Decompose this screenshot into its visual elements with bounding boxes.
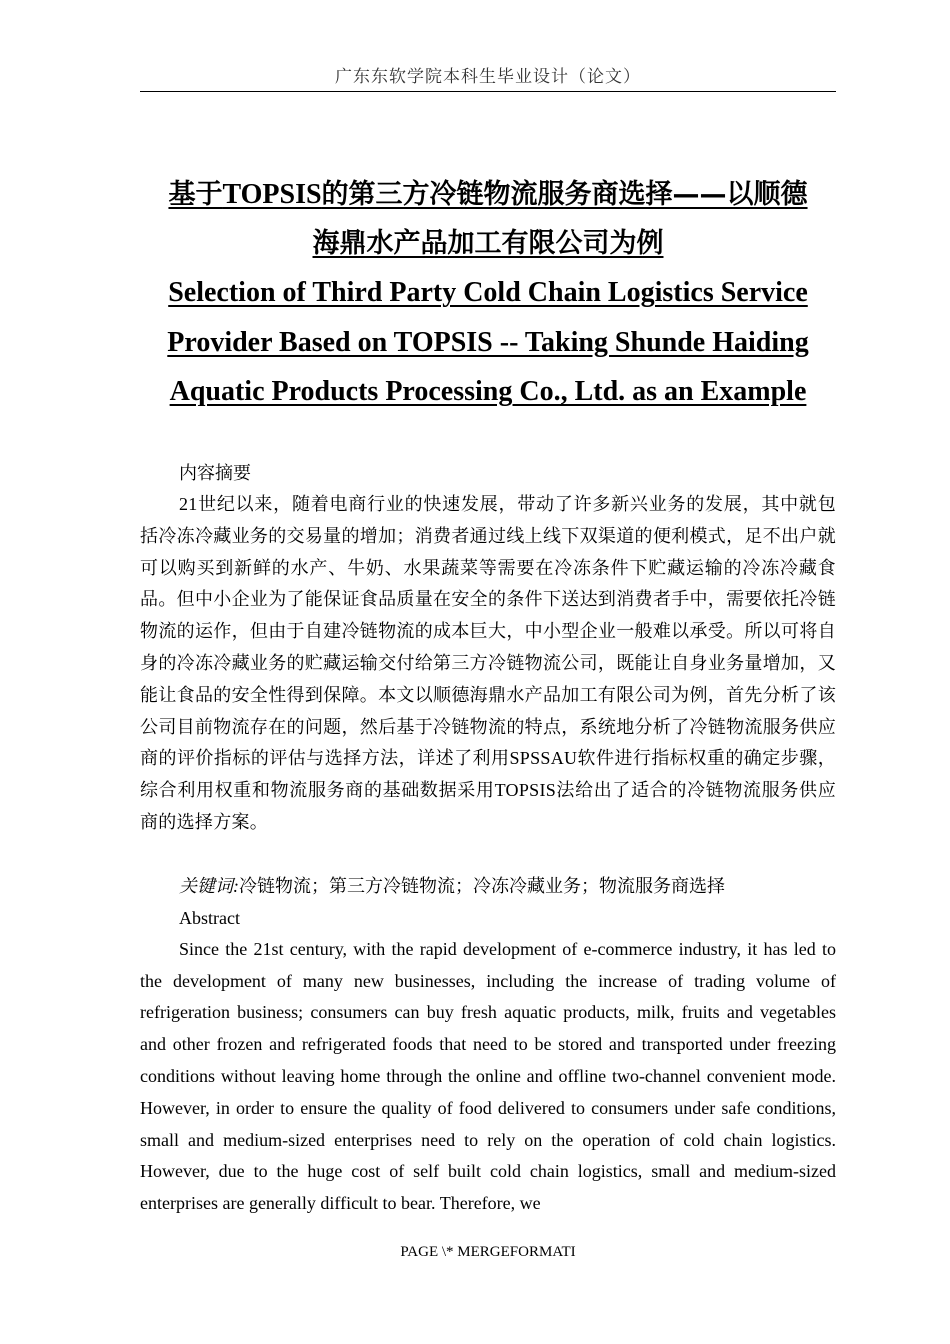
title-cn-line-1 [140,170,836,219]
keywords-line [140,870,836,902]
keywords-text: 冷链物流；第三方冷链物流；冷冻冷藏业务；物流服务商选择 [239,875,725,896]
title-cn-line-1-latin: TOPSIS [222,179,322,210]
header-rule [140,91,836,92]
title-cn-line-1-pre: 基于 [168,179,223,210]
keywords-label: 关键词: [179,875,239,896]
abstract-cn-text: 21世纪以来，随着电商行业的快速发展，带动了许多新兴业务的发展，其中就包括冷冻冷藏业务的交易量的增加；消费者通过线上线下双渠道的便利模式，足不出户就可以购买到新鲜的水产、牛奶、水果蔬菜等需要在冷冻条件下贮藏运输的冷冻冷藏食品。但中小企业为了能保证食品质量在安全的条件下送达到消费者手中，需要依托冷链物流的运作，但由于自建冷链物流的成本巨大，中小型企业一般难以承受。所以可将自身的冷冻冷藏业务的贮藏运输交付给第三方冷链物流公司，既能让自身业务量增加，又能让食品的安全性得到保障。本文以顺德海鼎水产品加工有限公司为例，首先分析了该公司目前物流存在的问题，然后基于冷链物流的特点，系统地分析了冷链物流服务供应商的评价指标的评估与选择方法，详述了利用SPSSAU软件进行指标权重的确定步骤，综合利用权重和物流服务商的基础数据采用TOPSIS法给出了适合的冷链物流服务供应商的选择方案。 [140,494,836,832]
title-en-line-2: Provider Based on TOPSIS -- Taking Shunde Haiding [167,326,809,358]
abstract-cn-label: 内容摘要 [179,463,251,483]
title-en-line-3: Aquatic Products Processing Co., Ltd. as an Example [169,376,807,407]
abstract-en-label: Abstract [179,907,240,928]
title-en-line-1: Selection of Third Party Cold Chain Logistics Service [168,277,808,308]
title-cn-line-2: 海鼎水产品加工有限公司为例 [312,228,664,259]
body-block [140,457,836,1220]
title-block [140,170,836,417]
abstract-en-text: Since the 21st century, with the rapid development of e-commerce industry, it has led to the development of many new businesses, including the increase of trading volume of refrigeration business; consumers can buy fresh aquatic products, milk, fruits and vegetables and other frozen and refrigerated foods that need to be stored and transported under freezing conditions without leaving home through the online and offline two-channel convenient mode. However, in order to ensure the quality of food delivered to consumers under safe conditions, small and medium-sized enterprises need to rely on the operation of cold chain logistics. However, due to the huge cost of self built cold chain logistics, small and medium-sized enterprises are generally difficult to bear. Therefore, we [140,938,836,1214]
running-header: 广东东软学院本科生毕业设计（论文） [335,67,641,86]
page-footer: PAGE \* MERGEFORMATI [400,1244,576,1260]
title-cn-line-1-post: 的第三方冷链物流服务商选择——以顺德 [321,179,808,210]
section-spacer [140,839,836,870]
